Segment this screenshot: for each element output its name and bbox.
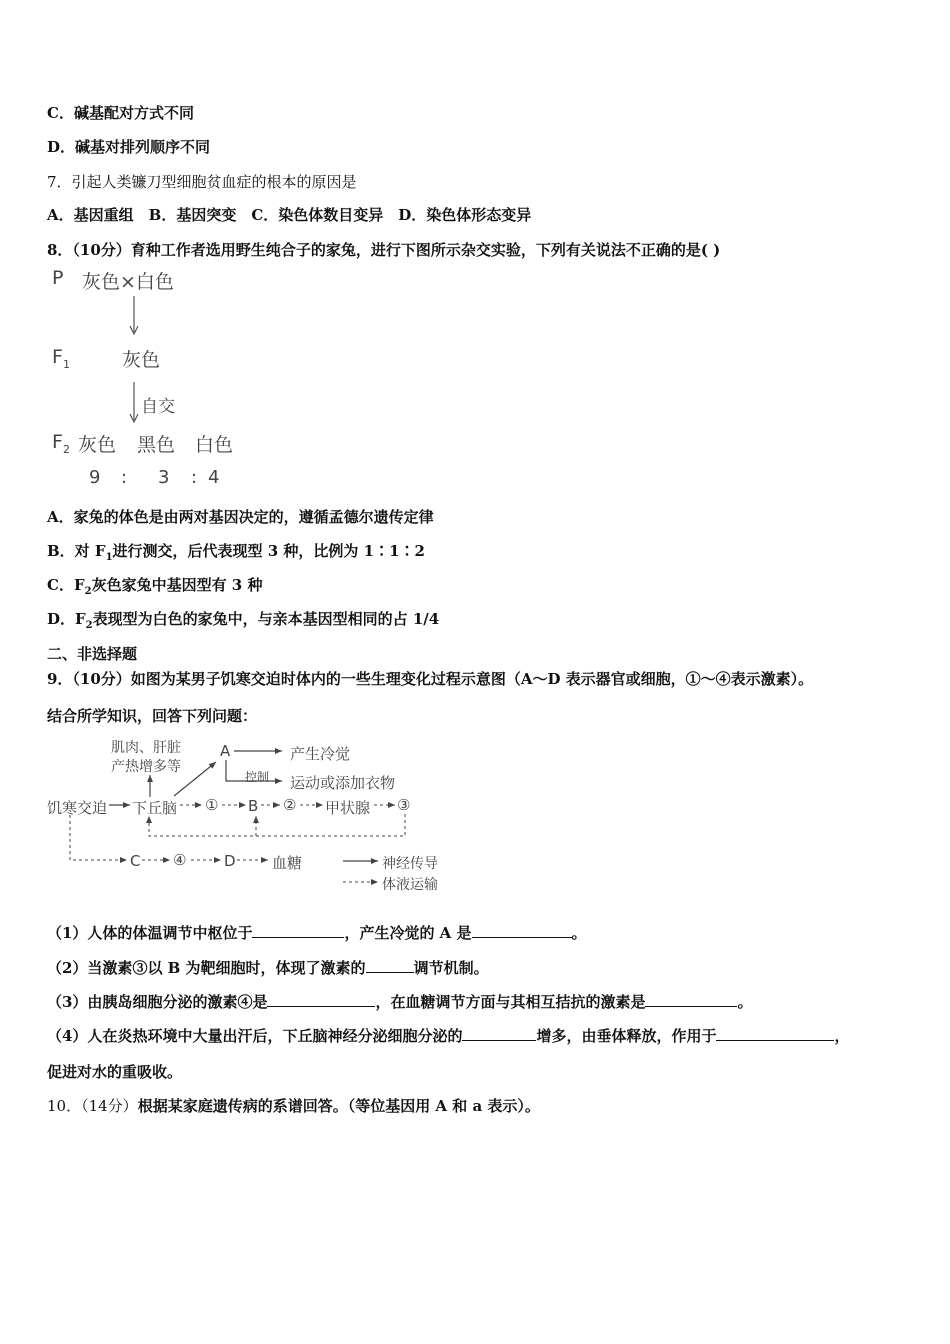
- p-cross-text: 灰色×白色: [82, 271, 174, 293]
- ratio-colon-2: :: [191, 467, 198, 488]
- node-thyroid: 甲状腺: [325, 799, 371, 817]
- answer-blank-3[interactable]: [366, 958, 414, 973]
- hormone-3: ③: [397, 796, 411, 814]
- q9-sub1: （1）人体的体温调节中枢位于 ，产生冷觉的 A 是 。: [47, 924, 587, 942]
- answer-blank-4[interactable]: [267, 992, 375, 1007]
- ratio-colon-1: :: [121, 467, 128, 488]
- answer-blank-6[interactable]: [462, 1026, 536, 1041]
- legend-nerve-label: 神经传导: [382, 856, 438, 872]
- blood-sugar-label: 血糖: [272, 854, 303, 872]
- regulation-arrows: [0, 0, 460, 900]
- heat-increase-label: 产热增多等: [111, 759, 181, 775]
- f1-phenotype: 灰色: [122, 349, 161, 371]
- muscle-liver-label: 肌肉、肝脏: [111, 740, 181, 756]
- q9-sub2: （2）当激素③以 B 为靶细胞时，体现了激素的 调节机制。: [47, 959, 489, 977]
- node-a: A: [220, 742, 231, 760]
- f2-white: 白色: [195, 434, 234, 456]
- section-heading: 二、非选择题: [47, 645, 138, 663]
- control-label: 控制: [245, 770, 270, 784]
- q8-option-a: A．家兔的体色是由两对基因决定的，遵循孟德尔遗传定律: [47, 508, 434, 526]
- q6-option-c: C．碱基配对方式不同: [47, 104, 194, 122]
- node-c: C: [130, 852, 141, 870]
- answer-blank-5[interactable]: [645, 992, 737, 1007]
- selfing-label: 自交: [141, 397, 175, 417]
- hormone-2: ②: [283, 796, 297, 814]
- answer-blank-2[interactable]: [472, 923, 572, 938]
- node-hypothalamus: 下丘脑: [132, 799, 178, 817]
- q9-stem: 9．（10分）如图为某男子饥寒交迫时体内的一些生理变化过程示意图（A～D 表示器官或细胞，①～④表示激素）。: [47, 670, 814, 688]
- node-d: D: [224, 852, 236, 870]
- ratio-4: 4: [208, 467, 220, 488]
- q7-stem: 7．引起人类镰刀型细胞贫血症的根本的原因是: [47, 173, 357, 191]
- q8-stem: 8．（10分）育种工作者选用野生纯合子的家兔，进行下图所示杂交实验，下列有关说法不正确的是( ): [47, 241, 721, 259]
- answer-blank-1[interactable]: [252, 923, 344, 938]
- q10-stem: 10．（14分）根据某家庭遗传病的系谱回答。（等位基因用 A 和 a 表示）。: [47, 1097, 540, 1115]
- f1-label: $F_1$: [52, 346, 70, 371]
- q9-sub3: （3）由胰岛细胞分泌的激素④是 ，在血糖调节方面与其相互拮抗的激素是 。: [47, 993, 753, 1011]
- hormone-1: ①: [205, 796, 219, 814]
- hormone-4: ④: [173, 851, 187, 869]
- q8-option-d: D．$F_2$表现型为白色的家兔中，与亲本基因型相同的占 1/4: [47, 610, 440, 631]
- p-generation-label: P: [52, 267, 64, 289]
- q9-sub4: （4）人在炎热环境中大量出汗后，下丘脑神经分泌细胞分泌的 增多，由垂体释放，作用于 ，: [47, 1027, 850, 1045]
- ratio-9: 9: [89, 467, 101, 488]
- node-b: B: [248, 797, 259, 815]
- legend-fluid-label: 体液运输: [382, 877, 438, 893]
- start-hungry-cold: 饥寒交迫: [47, 799, 108, 817]
- cold-sensation-label: 产生冷觉: [290, 745, 351, 763]
- q9-stem-2: 结合所学知识，回答下列问题：: [47, 707, 258, 725]
- f2-gray: 灰色: [78, 434, 117, 456]
- answer-blank-7[interactable]: [716, 1026, 834, 1041]
- f2-label: $F_2$: [52, 431, 70, 456]
- q7-options: A．基因重组 B．基因突变 C．染色体数目变异 D．染色体形态变异: [47, 206, 532, 224]
- q9-sub4-continued: 促进对水的重吸收。: [47, 1063, 183, 1081]
- ratio-3: 3: [158, 467, 170, 488]
- q8-option-b: B．对 $F_1$进行测交，后代表现型 3 种，比例为 1∶1∶2: [47, 542, 425, 563]
- q6-option-d: D．碱基对排列顺序不同: [47, 138, 211, 156]
- f2-black: 黑色: [137, 434, 176, 456]
- q8-option-c: C．$F_2$灰色家兔中基因型有 3 种: [47, 576, 263, 597]
- exercise-clothing-label: 运动或添加衣物: [290, 774, 396, 792]
